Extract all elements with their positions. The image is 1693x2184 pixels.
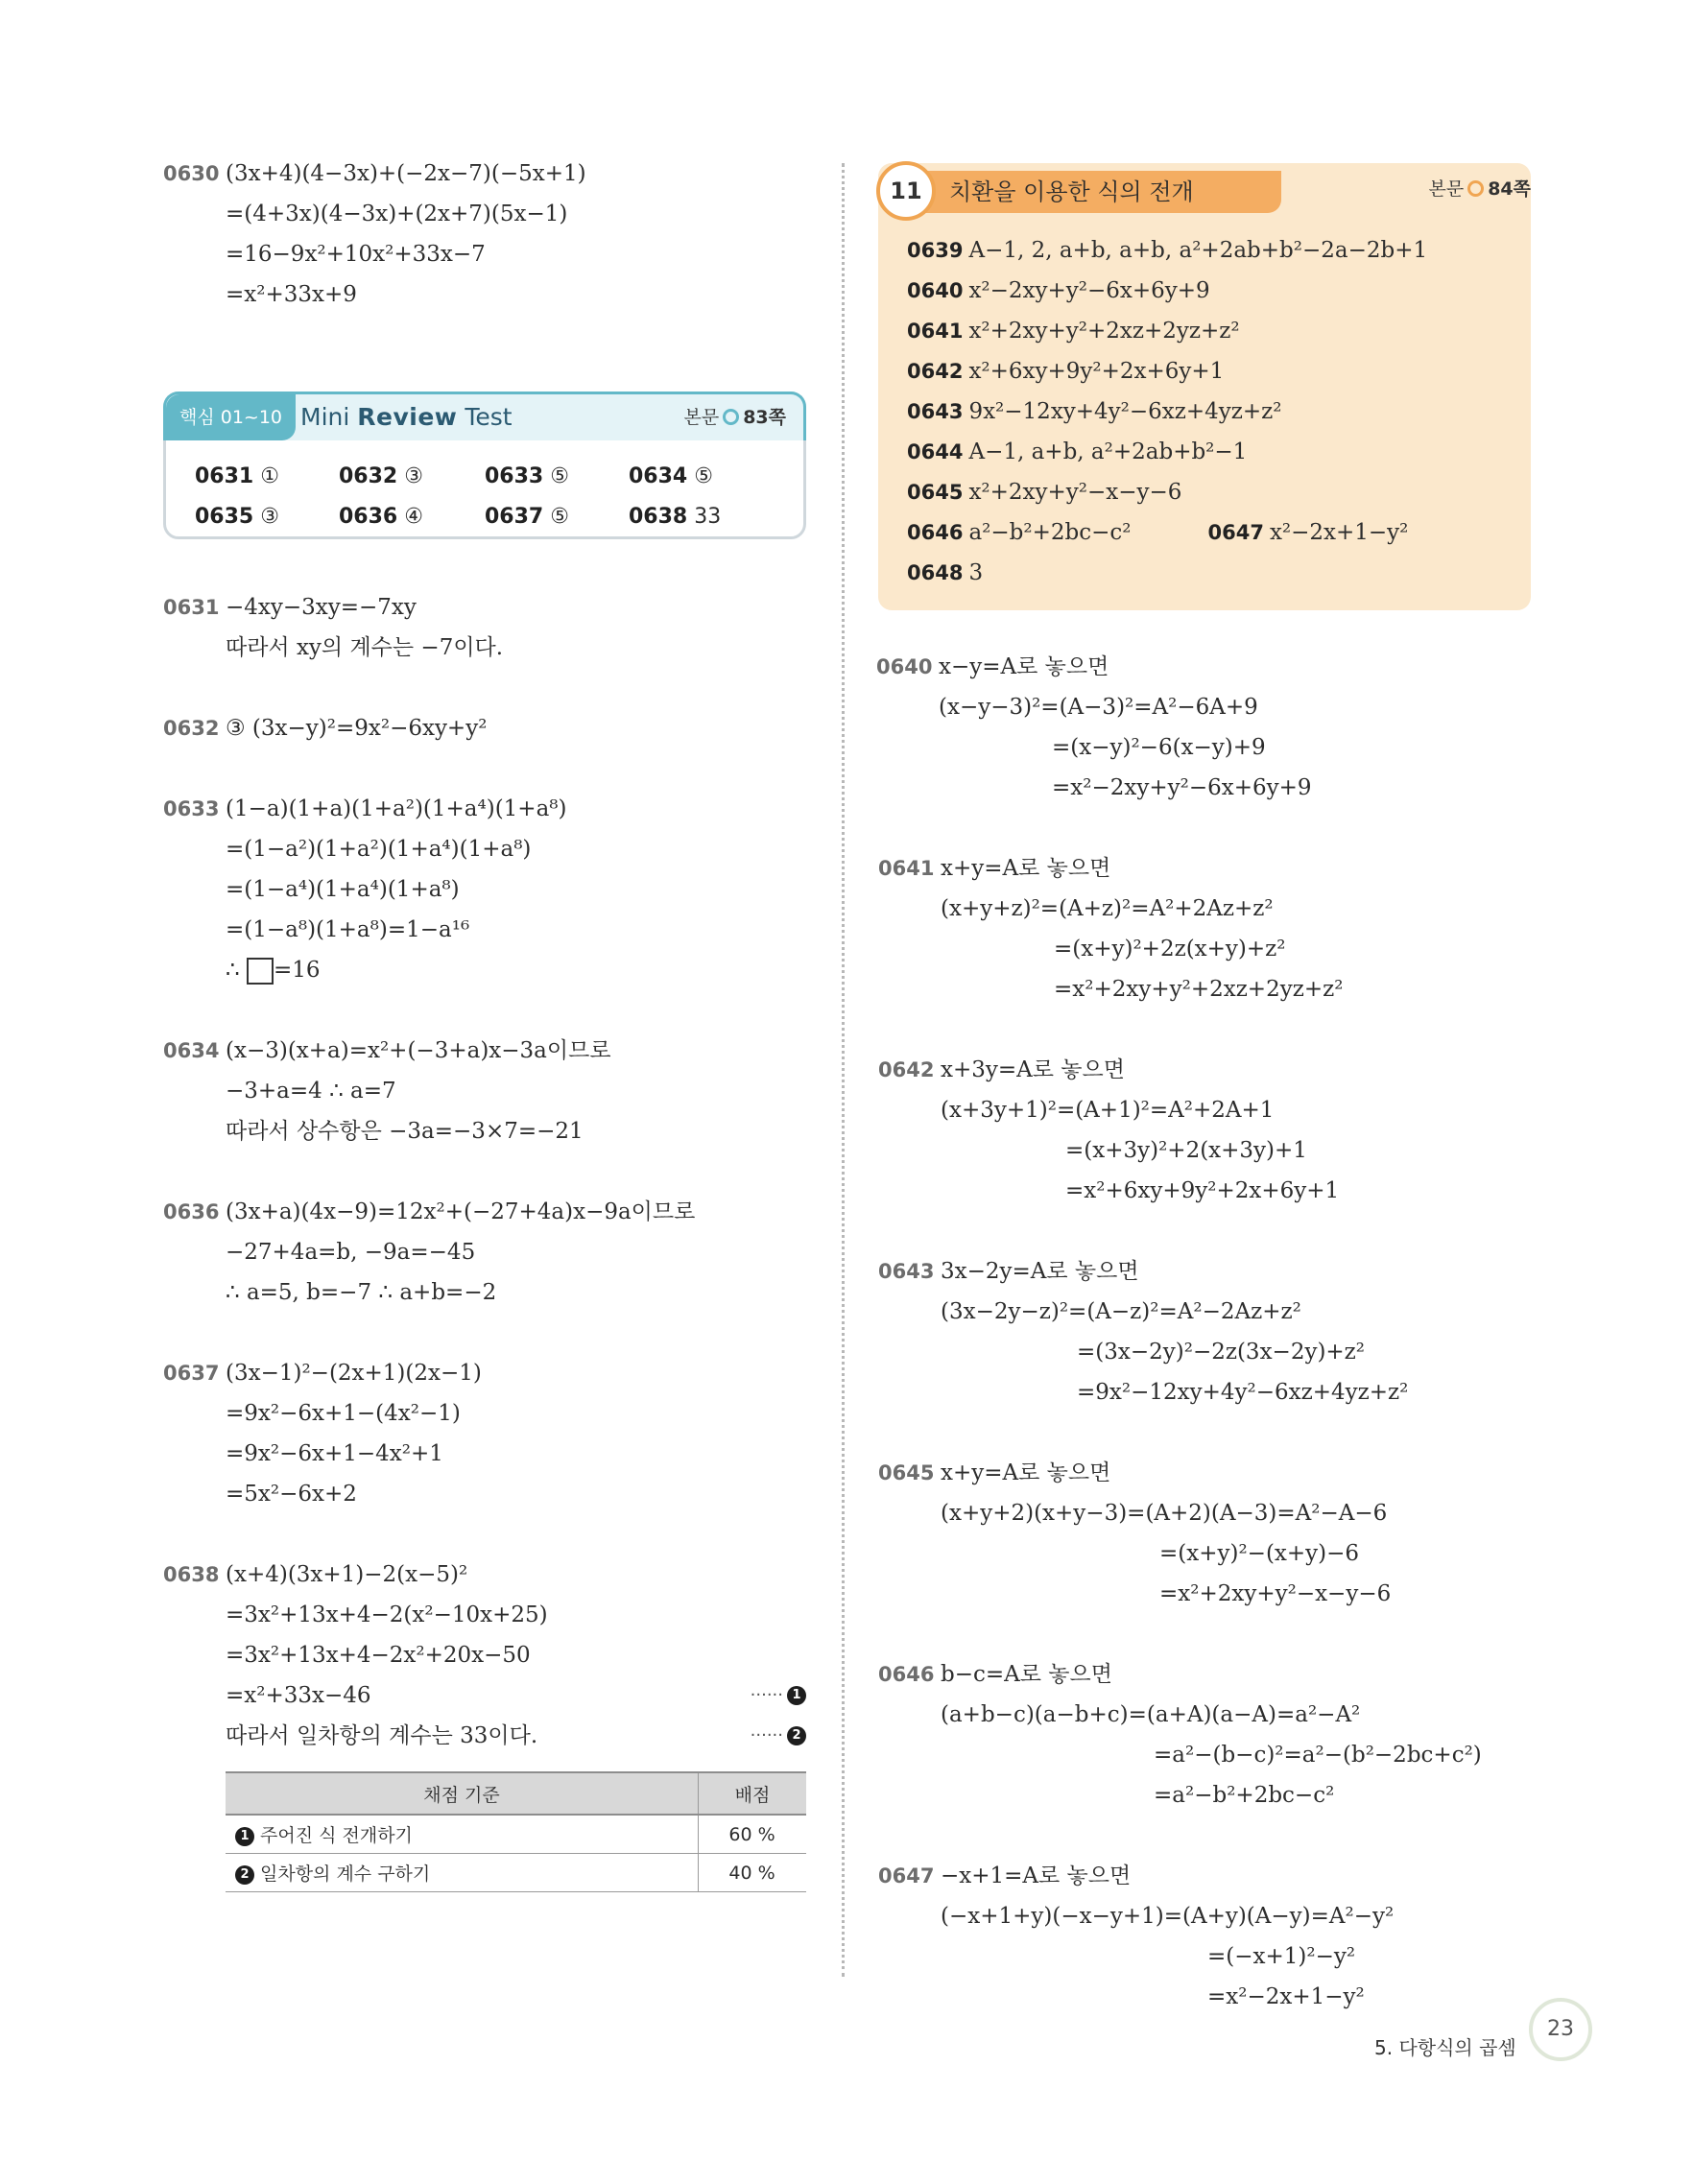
solution-line: 따라서 일차항의 계수는 33이다. ······ 2	[226, 1716, 806, 1756]
answer-item: 0634 ⑤	[629, 464, 713, 488]
solution-line: =(1−a⁸)(1+a⁸)=1−a¹⁶	[226, 917, 470, 942]
solution-line: x+y=A로 놓으면	[941, 856, 1111, 881]
score-header: 배점	[699, 1772, 807, 1815]
problem-0632	[163, 708, 806, 748]
solution-line: (x−y−3)²=(A−3)²=A²−6A+9	[939, 695, 1258, 720]
solution-line: −x+1=A로 놓으면	[941, 1864, 1132, 1888]
solution-line: =a²−(b−c)²=a²−(b²−2bc+c²)	[1154, 1743, 1482, 1768]
solution-line: =(x+y)²−(x+y)−6	[1159, 1541, 1360, 1566]
problem-0645	[878, 1453, 1531, 1614]
solution-line: =9x²−6x+1−4x²+1	[226, 1441, 443, 1466]
score-value: 40 %	[699, 1854, 807, 1892]
problem-0636	[163, 1192, 806, 1313]
left-column	[163, 154, 806, 1892]
solution-line: x+y=A로 놓으면	[941, 1460, 1111, 1485]
step-1-icon: 1	[235, 1827, 254, 1846]
solution-line: (1−a)(1+a)(1+a²)(1+a⁴)(1+a⁸)	[226, 796, 567, 821]
solution-line: −27+4a=b, −9a=−45	[226, 1240, 476, 1265]
solution-line: (x+y+2)(x+y−3)=(A+2)(A−3)=A²−A−6	[941, 1501, 1388, 1526]
answer-item: 0635 ③	[195, 505, 279, 529]
solution-line: =x²+6xy+9y²+2x+6y+1	[1065, 1178, 1340, 1203]
solution-line: −4xy−3xy=−7xy	[226, 595, 417, 620]
solution-line: =(x+3y)²+2(x+3y)+1	[1065, 1138, 1307, 1163]
solution-line: =9x²−12xy+4y²−6xz+4yz+z²	[1077, 1380, 1409, 1405]
problem-0633	[163, 789, 806, 990]
solution-line: =x²−2xy+y²−6x+6y+9	[1052, 775, 1312, 800]
solution-line: =(4+3x)(4−3x)+(2x+7)(5x−1)	[226, 202, 568, 226]
solution-line: 3x−2y=A로 놓으면	[941, 1259, 1139, 1284]
problem-number: 0636	[163, 1200, 220, 1223]
solution-line: b−c=A로 놓으면	[941, 1662, 1112, 1687]
problem-number: 0633	[163, 797, 220, 820]
answer-line: 0646 a²−b²+2bc−c² 0647 x²−2x+1−y²	[907, 520, 1409, 545]
answer-line: 0644 A−1, a+b, a²+2ab+b²−1	[907, 439, 1248, 464]
solution-line: (3x−1)²−(2x+1)(2x−1)	[226, 1361, 482, 1386]
solution-line: (3x−2y−z)²=(A−z)²=A²−2Az+z²	[941, 1299, 1301, 1324]
problem-number: 0642	[878, 1058, 935, 1081]
solution-line: =9x²−6x+1−(4x²−1)	[226, 1401, 461, 1426]
solution-line: =(x−y)²−6(x−y)+9	[1052, 735, 1266, 760]
solution-line: =a²−b²+2bc−c²	[1154, 1783, 1335, 1808]
scoring-table	[226, 1771, 806, 1892]
problem-number: 0640	[876, 655, 933, 678]
solution-line: −3+a=4 ∴ a=7	[226, 1079, 396, 1104]
table-row: 2 일차항의 계수 구하기 40 %	[226, 1854, 806, 1892]
solution-line: =(3x−2y)²−2z(3x−2y)+z²	[1077, 1340, 1366, 1365]
problem-number: 0637	[163, 1362, 220, 1385]
scoring-criteria-header: 채점 기준	[226, 1772, 699, 1815]
answer-item: 0636 ④	[339, 505, 423, 529]
solution-line: =16−9x²+10x²+33x−7	[226, 242, 486, 267]
problem-number: 0638	[163, 1563, 220, 1586]
solution-line: ③ (3x−y)²=9x²−6xy+y²	[226, 716, 488, 741]
review-page-reference: 본문 83쪽	[683, 407, 786, 428]
right-column	[878, 163, 1531, 2017]
score-value: 60 %	[699, 1815, 807, 1854]
step-2-icon: 2	[787, 1726, 806, 1745]
arrow-circle-icon	[1467, 180, 1484, 197]
problem-number: 0647	[878, 1864, 935, 1887]
problem-0630	[163, 154, 806, 315]
solution-line: =x²+2xy+y²−x−y−6	[1159, 1581, 1392, 1606]
section-title: 치환을 이용한 식의 전개	[903, 171, 1281, 213]
problem-number: 0645	[878, 1461, 935, 1484]
solution-line: =(1−a²)(1+a²)(1+a⁴)(1+a⁸)	[226, 837, 532, 862]
solution-line: =3x²+13x+4−2x²+20x−50	[226, 1643, 531, 1668]
problem-0631	[163, 587, 806, 668]
solution-line: (a+b−c)(a−b+c)=(a+A)(a−A)=a²−A²	[941, 1702, 1361, 1727]
answer-line: 0640 x²−2xy+y²−6x+6y+9	[907, 278, 1210, 303]
solution-line: =5x²−6x+2	[226, 1482, 357, 1507]
solution-line: =x²+2xy+y²+2xz+2yz+z²	[1054, 977, 1344, 1002]
mini-review-header	[163, 392, 806, 440]
solution-line: =x²+33x+9	[226, 282, 357, 307]
problem-number: 0630	[163, 162, 220, 185]
answer-line: 0641 x²+2xy+y²+2xz+2yz+z²	[907, 319, 1240, 344]
problem-number: 0643	[878, 1260, 935, 1283]
section-number: 11	[876, 161, 936, 221]
answer-line: 0648 3	[907, 560, 984, 585]
problem-0634	[163, 1031, 806, 1151]
problem-number: 0631	[163, 596, 220, 619]
solution-line: x+3y=A로 놓으면	[941, 1057, 1125, 1082]
solution-line: =(1−a⁴)(1+a⁴)(1+a⁸)	[226, 877, 460, 902]
section-page-reference: 본문 84쪽	[1428, 178, 1531, 200]
solution-line: (x+3y+1)²=(A+1)²=A²+2A+1	[941, 1098, 1275, 1123]
answer-item: 0632 ③	[339, 464, 423, 488]
solution-line: 따라서 xy의 계수는 −7이다.	[226, 635, 504, 660]
column-divider	[842, 163, 845, 1977]
problem-0643	[878, 1251, 1531, 1412]
step-marker: ······ 1	[751, 1675, 806, 1716]
problem-number: 0641	[878, 857, 935, 880]
mini-review-test	[163, 392, 806, 539]
problem-0640	[876, 647, 1531, 808]
problem-0642	[878, 1050, 1531, 1211]
answer-line: 0642 x²+6xy+9y²+2x+6y+1	[907, 359, 1225, 384]
answer-item: 0637 ⑤	[485, 505, 569, 529]
solution-line: =(−x+1)²−y²	[1207, 1944, 1356, 1969]
solution-line: (x−3)(x+a)=x²+(−3+a)x−3a이므로	[226, 1038, 611, 1063]
solution-line: x−y=A로 놓으면	[939, 654, 1109, 679]
answer-line: 0643 9x²−12xy+4y²−6xz+4yz+z²	[907, 399, 1282, 424]
problem-0646	[878, 1654, 1531, 1816]
answer-item: 0633 ⑤	[485, 464, 569, 488]
review-title: Mini Review Test	[300, 403, 513, 431]
answer-item: 0638 33	[629, 505, 722, 529]
problem-number: 0632	[163, 717, 220, 740]
answer-line: 0639 A−1, 2, a+b, a+b, a²+2ab+b²−2a−2b+1	[907, 238, 1428, 263]
solution-line: =3x²+13x+4−2(x²−10x+25)	[226, 1602, 548, 1627]
answer-line: 0645 x²+2xy+y²−x−y−6	[907, 480, 1182, 505]
step-marker: ······ 2	[751, 1716, 806, 1756]
table-row: 1 주어진 식 전개하기 60 %	[226, 1815, 806, 1854]
solution-line: (x+4)(3x+1)−2(x−5)²	[226, 1562, 468, 1587]
answer-item: 0631 ①	[195, 464, 279, 488]
step-2-icon: 2	[235, 1865, 254, 1885]
solution-line: ∴ a=5, b=−7 ∴ a+b=−2	[226, 1280, 497, 1305]
problem-0638	[163, 1555, 806, 1892]
solution-line: (3x+4)(4−3x)+(−2x−7)(−5x+1)	[226, 161, 586, 186]
step-1-icon: 1	[787, 1686, 806, 1705]
solution-line: (x+y+z)²=(A+z)²=A²+2Az+z²	[941, 896, 1274, 921]
section-11-summary	[878, 163, 1531, 610]
solution-line: =x²−2x+1−y²	[1207, 1984, 1365, 2009]
problem-0637	[163, 1353, 806, 1514]
solution-line: =(x+y)²+2z(x+y)+z²	[1054, 937, 1286, 961]
problem-number: 0646	[878, 1663, 935, 1686]
page-number: 23	[1529, 1998, 1592, 2061]
solution-line: (−x+1+y)(−x−y+1)=(A+y)(A−y)=A²−y²	[941, 1904, 1395, 1929]
problem-0647	[878, 1856, 1531, 2017]
blank-box	[247, 958, 274, 985]
review-tag: 핵심 01~10	[166, 394, 296, 440]
arrow-circle-icon	[723, 409, 739, 425]
solution-line: (3x+a)(4x−9)=12x²+(−27+4a)x−9a이므로	[226, 1199, 696, 1224]
solution-line: ∴ =16	[226, 958, 321, 983]
chapter-footer: 5. 다항식의 곱셈	[1374, 2036, 1516, 2059]
solution-line: =x²+33x−46 ······ 1	[226, 1675, 806, 1716]
problem-0641	[878, 848, 1531, 1009]
problem-number: 0634	[163, 1039, 220, 1062]
solution-line: 따라서 상수항은 −3a=−3×7=−21	[226, 1119, 584, 1144]
